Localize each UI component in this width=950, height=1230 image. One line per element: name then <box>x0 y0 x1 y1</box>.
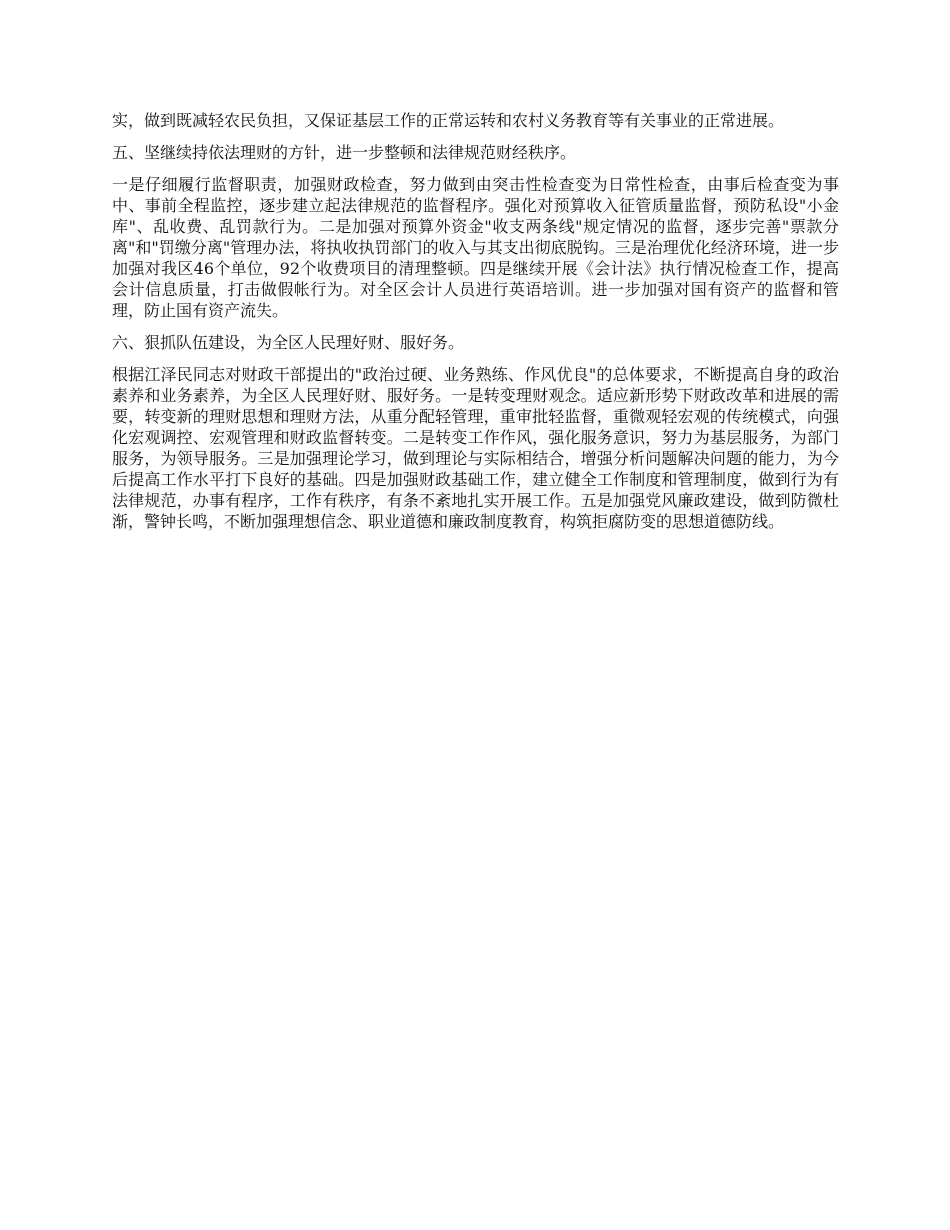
document-page <box>112 110 839 543</box>
body-paragraph: 一是仔细履行监督职责，加强财政检查，努力做到由突击性检查变为日常性检查，由事后检查变为事中、事前全程监控，逐步建立起法律规范的监督程序。强化对预算收入征管质量监督，预防私设"小金库"、乱收费、乱罚款行为。二是加强对预算外资金"收支两条线"规定情况的监督，逐步完善"票款分离"和"罚缴分离"管理办法，将执收执罚部门的收入与其支出彻底脱钩。三是治理优化经济环境，进一步加强对我区46个单位，92个收费项目的清理整顿。四是继续开展《会计法》执行情况检查工作，提高会计信息质量，打击做假帐行为。对全区会计人员进行英语培训。进一步加强对国有资产的监督和管理，防止国有资产流失。 <box>112 175 839 320</box>
section-heading: 六、狠抓队伍建设，为全区人民理好财、服好务。 <box>112 333 465 352</box>
body-paragraph: 实，做到既减轻农民负担，又保证基层工作的正常运转和农村义务教育等有关事业的正常进展。 <box>112 111 785 130</box>
body-paragraph: 根据江泽民同志对财政干部提出的"政治过硬、业务熟练、作风优良"的总体要求，不断提高自身的政治素养和业务素养，为全区人民理好财、服好务。一是转变理财观念。适应新形势下财政改革和进展的需要，转变新的理财思想和理财方法，从重分配轻管理，重审批轻监督，重微观轻宏观的传统模式，向强化宏观调控、宏观管理和财政监督转变。二是转变工作作风，强化服务意识，努力为基层服务，为部门服务，为领导服务。三是加强理论学习，做到理论与实际相结合，增强分析问题解决问题的能力，为今后提高工作水平打下良好的基础。四是加强财政基础工作，建立健全工作制度和管理制度，做到行为有法律规范，办事有程序，工作有秩序，有条不紊地扎实开展工作。五是加强党风廉政建设，做到防微杜渐，警钟长鸣，不断加强理想信念、职业道德和廉政制度教育，构筑拒腐防变的思想道德防线。 <box>112 365 839 531</box>
section-heading: 五、坚继续持依法理财的方针，进一步整顿和法律规范财经秩序。 <box>112 143 577 162</box>
